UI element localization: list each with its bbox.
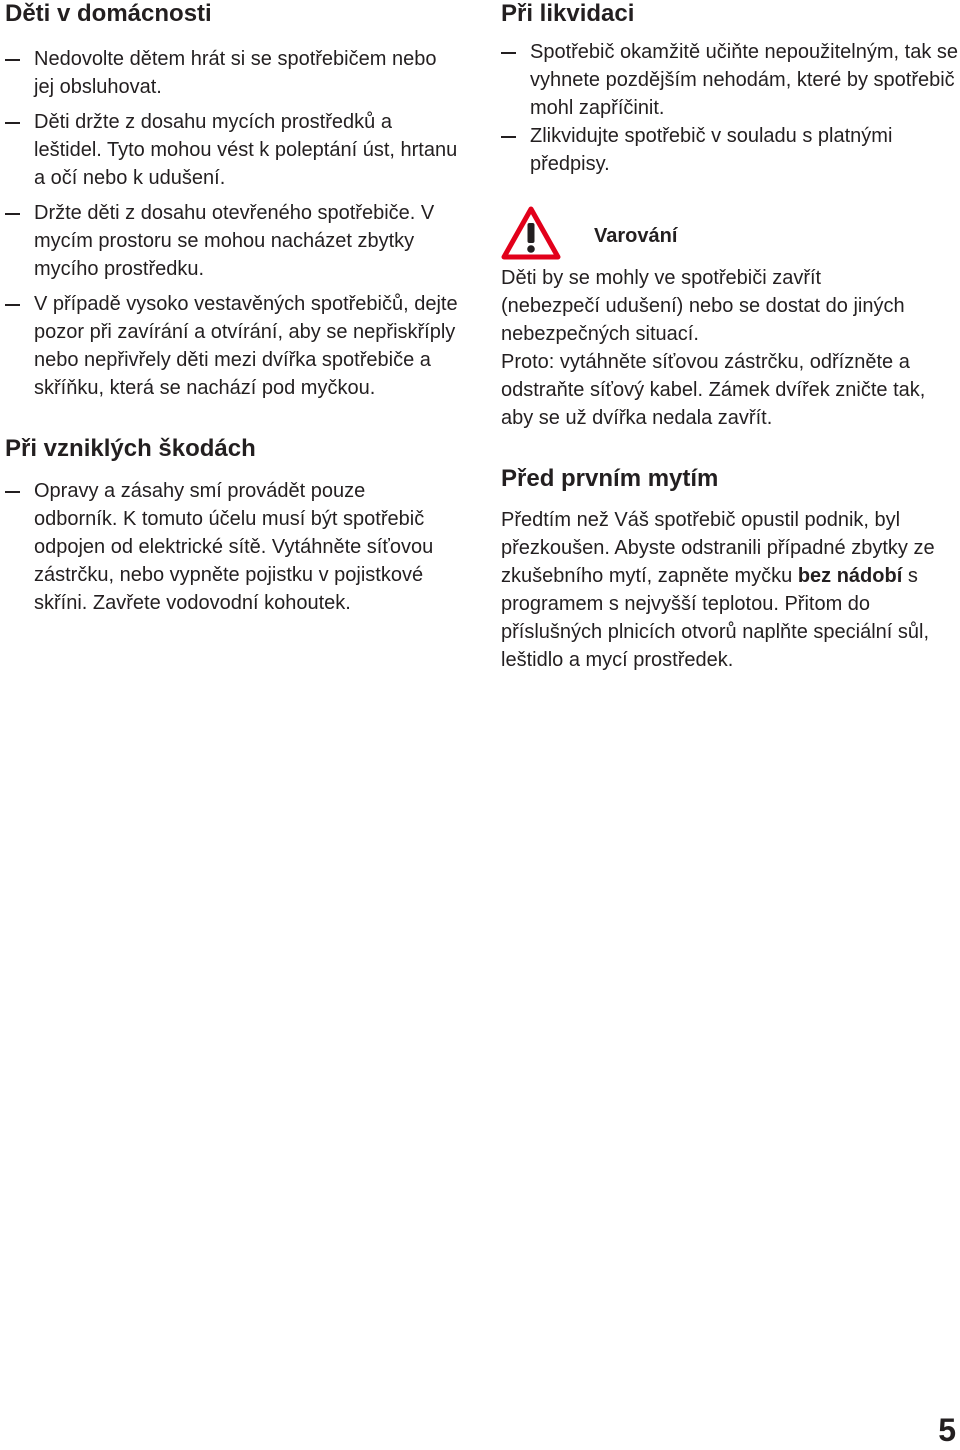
- section-first-wash: [501, 465, 960, 674]
- first-wash-text-before: Předtím než Váš spotřebič opustil podnik, byl přezkoušen. Abyste odstranili případné zbytky ze zkušebního mytí, zapněte myčku: [501, 509, 935, 587]
- section-disposal: [501, 0, 960, 178]
- right-column: [501, 0, 960, 674]
- warning-text-1: Děti by se mohly ve spotřebiči zavřít (nebezpečí udušení) nebo se dostat do jiných nebezpečných situací.: [501, 267, 905, 345]
- heading-damage: Při vzniklých škodách: [5, 435, 256, 462]
- list-item: Spotřebič okamžitě učiňte nepoužitelným, tak se vyhnete pozdějším nehodám, které by spotřebič mohl zapříčinit.: [501, 38, 960, 122]
- list-item: Děti držte z dosahu mycích prostředků a leštidel. Tyto mohou vést k poleptání úst, hrtanu a očí nebo k udušení.: [5, 108, 464, 192]
- first-wash-text-after: s programem s nejvyšší teplotou. Přitom do příslušných plnicích otvorů naplňte speciální sůl, leštidlo a mycí prostředek.: [501, 565, 930, 671]
- section-children: [5, 0, 465, 402]
- heading-children: Děti v domácnosti: [5, 0, 212, 27]
- disposal-list: [501, 38, 960, 178]
- children-list: [5, 45, 465, 402]
- warning-header: [501, 203, 960, 263]
- heading-first-wash: Před prvním mytím: [501, 465, 719, 492]
- damage-list: [5, 477, 465, 617]
- list-item: Držte děti z dosahu otevřeného spotřebiče. V mycím prostoru se mohou nacházet zbytky mycího prostředku.: [5, 199, 454, 283]
- page-number: 5: [938, 1412, 956, 1448]
- list-item: Opravy a zásahy smí provádět pouze odborník. K tomuto účelu musí být spotřebič odpojen od elektrické sítě. Vytáhněte síťovou zástrčku, nebo vypněte pojistku v pojistkové skříni. Zavřete vodovodní kohoutek.: [5, 477, 434, 617]
- warning-triangle-icon: [501, 206, 561, 260]
- list-item: Nedovolte dětem hrát si se spotřebičem nebo jej obsluhovat.: [5, 45, 454, 101]
- left-column: [5, 0, 465, 617]
- warning-title: Varování: [594, 224, 678, 247]
- heading-disposal: Při likvidaci: [501, 0, 635, 27]
- section-damage: [5, 435, 465, 617]
- warning-box: [501, 203, 960, 432]
- first-wash-text: [501, 506, 941, 674]
- warning-text-2: Proto: vytáhněte síťovou zástrčku, odřízněte a odstraňte síťový kabel. Zámek dvířek zničte tak, aby se už dvířka nedala zavřít.: [501, 351, 926, 429]
- list-item: V případě vysoko vestavěných spotřebičů, dejte pozor při zavírání a otvírání, aby se nepřiskříply nebo nepřivřely děti mezi dvířka spotřebiče a skříňku, která se nachází pod myčkou.: [5, 290, 466, 402]
- list-item: Zlikvidujte spotřebič v souladu s platnými předpisy.: [501, 122, 960, 178]
- first-wash-text-bold: bez nádobí: [797, 565, 903, 587]
